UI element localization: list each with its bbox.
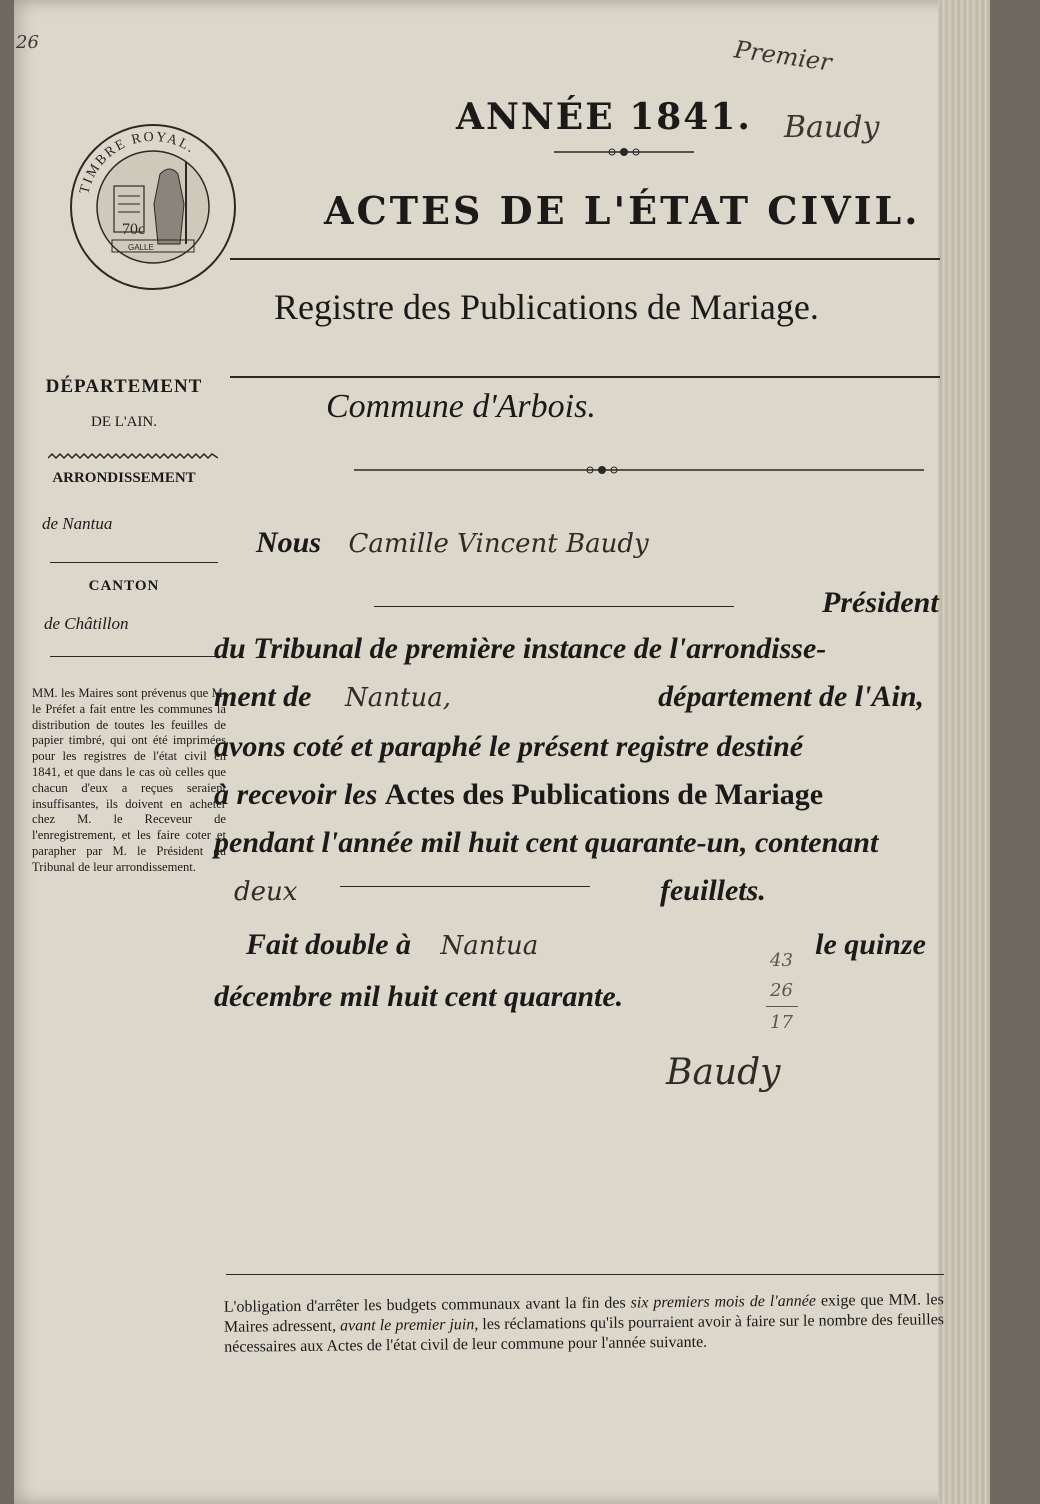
handwritten-annotation: Baudy — [784, 110, 880, 145]
signature: Baudy — [666, 1052, 781, 1093]
line2-end: département de l'Ain, — [658, 680, 924, 713]
president-word: Président — [822, 586, 939, 619]
canton-value — [44, 614, 129, 634]
acts-title: ACTES DE L'ÉTAT CIVIL. — [324, 188, 921, 233]
department-label: DÉPARTEMENT — [45, 376, 203, 397]
name-underline — [374, 606, 734, 607]
body-line-2 — [214, 680, 924, 714]
fill-line — [340, 886, 590, 887]
canton-prefix: de — [44, 614, 61, 633]
handwritten-annotation: Premier — [732, 35, 834, 77]
register-title: Registre des Publications de Mariage. — [274, 287, 819, 327]
footer-part-2: exige que MM. les Maires adressent, — [223, 1291, 944, 1336]
arrondissement-handwritten: Nantua — [62, 514, 113, 533]
line4-start: à recevoir les — [214, 778, 378, 811]
prefect-notice: MM. les Maires sont prévenus que M. le Préfet a fait entre les communes la distribution de toutes les feuilles de papier timbré, qui ont été imprimées pour les registres de l'état civil en 1841, et que dans le cas où celles que chacun d'eux a reçues seraient insuffisantes, ils doivent en acheter chez M. le Receveur de l'enregistrement, et les faire coter et parapher par M. le Président du Tribunal de leur arrondissement. — [32, 686, 226, 874]
canton-label: CANTON — [88, 578, 160, 594]
stamp-caption: GALLE — [128, 243, 154, 252]
divider-rule — [230, 376, 940, 378]
line6-end: feuillets. — [660, 874, 766, 907]
nous-word: Nous — [256, 526, 322, 559]
place-handwritten: Nantua — [440, 931, 539, 961]
sheet-count-handwritten: deux — [234, 877, 298, 907]
line7-end: le quinze — [815, 928, 926, 961]
year-heading: ANNÉE 1841. — [456, 96, 752, 138]
footer-rule — [226, 1274, 944, 1275]
footer-emphasis-1: six premiers mois de l'année — [630, 1292, 817, 1312]
footer-part-3: , les réclamations qu'ils pourraient avoir à faire sur le nombre des feuilles nécessaires aux Actes de l'état civil de leur commune pour l'année suivante. — [224, 1311, 945, 1356]
line7-start: Fait double à — [246, 928, 412, 961]
body-line-3: avons coté et paraphé le présent registre destiné — [214, 730, 804, 763]
line4-end: Actes des Publications de Mariage — [384, 778, 824, 811]
divider-rule — [50, 656, 218, 657]
arrondissement-prefix: de — [42, 514, 59, 533]
footer-emphasis-2: avant le premier juin — [340, 1316, 475, 1335]
royal-stamp — [68, 122, 238, 292]
commune-name: Commune d'Arbois. — [326, 388, 596, 425]
department-of-label: DE L'AIN. — [90, 414, 158, 430]
sum-rule — [766, 1006, 798, 1007]
zigzag-divider — [48, 452, 218, 460]
body-line-1: du Tribunal de première instance de l'arrondisse- — [214, 632, 827, 665]
canton-handwritten: Châtillon — [64, 614, 129, 633]
margin-number: 26 — [770, 980, 793, 1001]
register-page — [14, 0, 990, 1504]
line2-start: ment de — [214, 680, 312, 713]
arrondissement-value — [42, 514, 112, 534]
flourish-ornament — [554, 144, 694, 160]
flourish-ornament — [354, 462, 924, 478]
folio-number: 26 — [16, 32, 39, 53]
footer-notice — [224, 1290, 945, 1358]
page-edges — [938, 0, 990, 1504]
footer-part-1: L'obligation d'arrêter les budgets communaux avant la fin des — [223, 1294, 631, 1316]
stamp-ring-text: TIMBRE ROYAL. — [77, 129, 199, 196]
body-line-7 — [246, 928, 926, 962]
president-name-handwritten: Camille Vincent Baudy — [348, 529, 649, 559]
body-line-6 — [214, 874, 924, 908]
body-line-4 — [214, 778, 823, 812]
stamp-price: 70c — [122, 221, 146, 238]
body-line-nous — [256, 526, 649, 560]
body-line-5: pendant l'année mil huit cent quarante-un, contenant — [214, 826, 879, 859]
margin-number: 17 — [770, 1012, 793, 1033]
divider-rule — [230, 258, 940, 260]
body-line-8: décembre mil huit cent quarante. — [214, 980, 624, 1013]
arrondissement-in-body-handwritten: Nantua, — [345, 683, 451, 713]
divider-rule — [50, 562, 218, 563]
arrondissement-label: ARRONDISSEMENT — [52, 470, 196, 486]
margin-number: 43 — [770, 950, 793, 971]
